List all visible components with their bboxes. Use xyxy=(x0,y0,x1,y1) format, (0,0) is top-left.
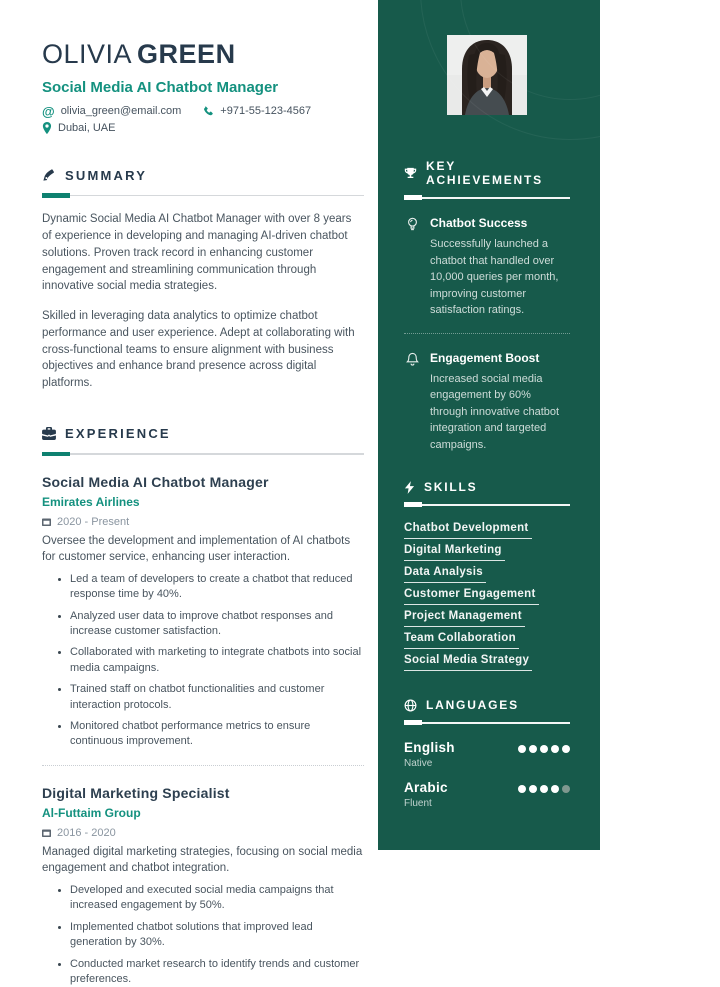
rating-dot xyxy=(529,785,537,793)
calendar-icon xyxy=(42,828,51,837)
achievements-title: KEY ACHIEVEMENTS xyxy=(426,159,543,187)
contact-location xyxy=(42,122,115,134)
achievement-divider xyxy=(404,333,570,334)
email-at-icon: @ xyxy=(42,103,55,119)
lightning-bolt-icon xyxy=(404,481,415,494)
skills-section xyxy=(404,480,570,671)
last-name: GREEN xyxy=(137,39,236,69)
job-bullet: • Developed and executed social media campaigns that increased engagement by 50%. xyxy=(70,883,364,914)
skill-item: Chatbot Development xyxy=(404,522,532,539)
job-bullet: • Conducted market research to identify trends and customer preferences. xyxy=(70,957,364,987)
rating-dot xyxy=(540,745,548,753)
achievement-item xyxy=(404,351,570,454)
rating-dot xyxy=(540,785,548,793)
first-name: OLIVIA xyxy=(42,39,133,69)
contact-phone xyxy=(203,105,311,117)
job-bullet: • Led a team of developers to create a chatbot that reduced response time by 40%. xyxy=(70,572,364,603)
languages-section xyxy=(404,698,570,809)
job-bullet: • Implemented chatbot solutions that improved lead generation by 30%. xyxy=(70,920,364,951)
contact-email xyxy=(42,105,181,118)
summary-title: SUMMARY xyxy=(65,167,148,183)
job-entry xyxy=(42,474,364,750)
languages-list xyxy=(404,740,570,809)
summary-paragraph: Skilled in leveraging data analytics to optimize chatbot performance and user experience. Adept at collaborating with cross-functional teams to ensure alignment with business objectives and enhance brand presence across digital platforms. xyxy=(42,310,355,390)
section-rule xyxy=(42,453,364,455)
job-bullets xyxy=(42,883,364,987)
language-item xyxy=(404,780,570,809)
achievement-title: Engagement Boost xyxy=(430,350,540,365)
rating-dot xyxy=(551,745,559,753)
language-name: English xyxy=(404,740,455,755)
skills-heading xyxy=(404,480,570,494)
briefcase-icon xyxy=(42,427,56,440)
job-divider xyxy=(42,765,364,766)
skill-item: Customer Engagement xyxy=(404,588,539,605)
language-name: Arabic xyxy=(404,780,448,795)
location-text: Dubai, UAE xyxy=(58,121,116,134)
languages-title: LANGUAGES xyxy=(426,698,519,712)
summary-paragraph: Dynamic Social Media AI Chatbot Manager with over 8 years of experience in developing and managing AI-driven chatbot solutions. Proven track record in enhancing customer engagement and streamlining communication through innovative social media strategies. xyxy=(42,213,352,293)
job-entry xyxy=(42,785,364,987)
avatar-illustration xyxy=(447,35,527,115)
job-title: Digital Marketing Specialist xyxy=(42,784,230,801)
rating-dot xyxy=(518,785,526,793)
skill-item: Project Management xyxy=(404,610,525,627)
rating-dot xyxy=(518,745,526,753)
job-bullet: • Analyzed user data to improve chatbot responses and increase customer satisfaction. xyxy=(70,609,364,640)
person-name xyxy=(42,40,364,70)
experience-section xyxy=(42,426,364,987)
lightbulb-icon xyxy=(404,216,420,319)
language-item xyxy=(404,740,570,769)
skill-item: Digital Marketing xyxy=(404,544,505,561)
achievements-section xyxy=(404,159,570,453)
company-name: Emirates Airlines xyxy=(42,494,140,509)
job-dates-text: 2016 - 2020 xyxy=(57,826,116,839)
job-bullet: • Trained staff on chatbot functionalities and customer interaction protocols. xyxy=(70,682,364,713)
language-rating xyxy=(518,740,570,753)
job-description: Managed digital marketing strategies, focusing on social media engagement and chatbot integration. xyxy=(42,845,363,875)
languages-heading xyxy=(404,698,570,712)
skills-title: SKILLS xyxy=(424,480,478,494)
rating-dot xyxy=(562,785,570,793)
section-rule xyxy=(404,504,570,506)
bell-icon xyxy=(404,351,420,454)
job-bullets xyxy=(42,572,364,750)
company-name: Al-Futtaim Group xyxy=(42,805,141,820)
phone-icon xyxy=(203,106,214,117)
rating-dot xyxy=(529,745,537,753)
job-dates xyxy=(42,516,364,528)
phone-text: +971-55-123-4567 xyxy=(220,105,312,118)
job-dates xyxy=(42,827,364,839)
sidebar xyxy=(378,0,600,850)
language-level: Fluent xyxy=(404,798,432,809)
achievement-item xyxy=(404,216,570,319)
headline-job-title: Social Media AI Chatbot Manager xyxy=(42,78,279,96)
language-info xyxy=(404,780,448,809)
contact-info xyxy=(42,105,364,134)
job-bullet: • Monitored chatbot performance metrics to ensure continuous improvement. xyxy=(70,719,364,750)
skill-item: Social Media Strategy xyxy=(404,654,532,671)
rating-dot xyxy=(551,785,559,793)
language-info xyxy=(404,740,455,769)
globe-icon xyxy=(404,699,417,712)
pen-icon xyxy=(42,168,56,182)
summary-heading xyxy=(42,168,364,183)
language-level: Native xyxy=(404,758,433,769)
job-bullet: • Collaborated with marketing to integrate chatbots into social media campaigns. xyxy=(70,645,364,676)
summary-section xyxy=(42,168,364,392)
profile-photo xyxy=(447,35,527,115)
contact-row xyxy=(42,105,364,118)
section-rule xyxy=(42,195,364,197)
job-dates-text: 2020 - Present xyxy=(57,515,130,528)
experience-title: EXPERIENCE xyxy=(65,426,171,441)
skill-item: Data Analysis xyxy=(404,566,486,583)
achievement-body xyxy=(430,216,570,319)
achievement-text: Increased social media engagement by 60% through innovative chatbot integration and targeted campaigns. xyxy=(430,372,560,451)
job-description: Oversee the development and implementation of AI chatbots for customer service, enhancing user interaction. xyxy=(42,534,351,564)
achievements-heading xyxy=(404,159,570,187)
rating-dot xyxy=(562,745,570,753)
language-rating xyxy=(518,780,570,793)
skills-list xyxy=(404,522,570,671)
job-title: Social Media AI Chatbot Manager xyxy=(42,473,269,490)
achievement-text: Successfully launched a chatbot that handled over 10,000 queries per month, improving customer satisfaction ratings. xyxy=(430,238,559,316)
skill-item: Team Collaboration xyxy=(404,632,519,649)
achievement-title: Chatbot Success xyxy=(430,216,528,230)
contact-row xyxy=(42,122,364,134)
email-text: olivia_green@email.com xyxy=(60,105,182,118)
section-rule xyxy=(404,197,570,199)
achievement-body xyxy=(430,351,570,454)
location-pin-icon xyxy=(42,122,52,134)
experience-heading xyxy=(42,426,364,441)
calendar-icon xyxy=(42,517,51,526)
trophy-icon xyxy=(404,167,417,180)
section-rule xyxy=(404,722,570,724)
